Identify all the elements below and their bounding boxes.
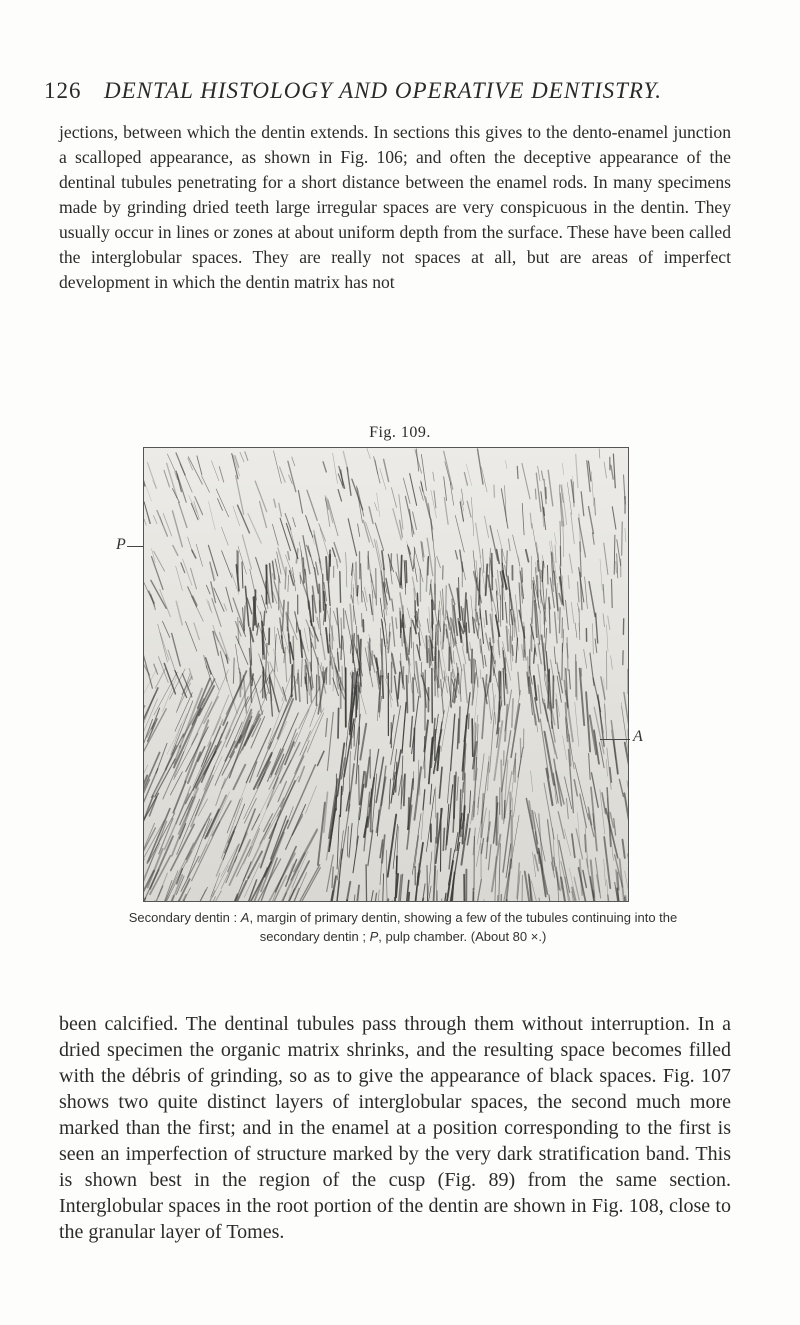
page-number: 126 (44, 78, 82, 103)
micrograph-figure (143, 447, 629, 902)
pointer-line-p (127, 546, 143, 547)
running-head (44, 78, 744, 108)
pointer-line-a (600, 739, 630, 740)
pointer-label-a: A (633, 728, 643, 745)
caption-key-a: A (240, 910, 250, 925)
caption-key-p: P (369, 929, 379, 944)
caption-text-a: , margin of primary dentin, showing a few of the tubules continuing into the secondary dentin ; (249, 910, 678, 944)
pointer-label-p: P (116, 536, 126, 553)
paragraph-bottom: been calcified. The dentinal tubules pass through them without interruption. In a dried specimen the organic matrix shrinks, and the resulting space becomes filled with the débris of grinding, so as to give the appearance of black spaces. Fig. 107 shows two quite distinct layers of interglobular spaces, the second much more marked than the first; and in the enamel at a position corresponding to the first is seen an imperfection of structure marked by the very dark stratification band. This is shown best in the region of the cusp (Fig. 89) from the same section. Interglobular spaces in the root portion of the dentin are shown in Fig. 108, close to the granular layer of Tomes. (59, 1013, 731, 1243)
running-title: DENTAL HISTOLOGY AND OPERATIVE DENTISTRY. (104, 78, 662, 103)
caption-text-p: , pulp chamber. (378, 929, 468, 944)
figure-caption (98, 908, 708, 946)
micrograph-drawing (144, 448, 628, 901)
caption-magnification: (About 80 ×.) (470, 929, 547, 944)
caption-lead: Secondary dentin : (128, 910, 238, 925)
paragraph-top: jections, between which the dentin extends. In sections this gives to the dento-enamel junction a scalloped appearance, as shown in Fig. 106; and often the deceptive appearance of the dentinal tubules penetrating for a short distance between the enamel rods. In many specimens made by grinding dried teeth large irregular spaces are very conspicuous in the dentin. They usually occur in lines or zones at about uniform depth from the surface. These have been called the interglobular spaces. They are really not spaces at all, but are areas of imperfect development in which the dentin matrix has not (59, 122, 731, 292)
figure-label: Fig. 109. (369, 424, 431, 441)
